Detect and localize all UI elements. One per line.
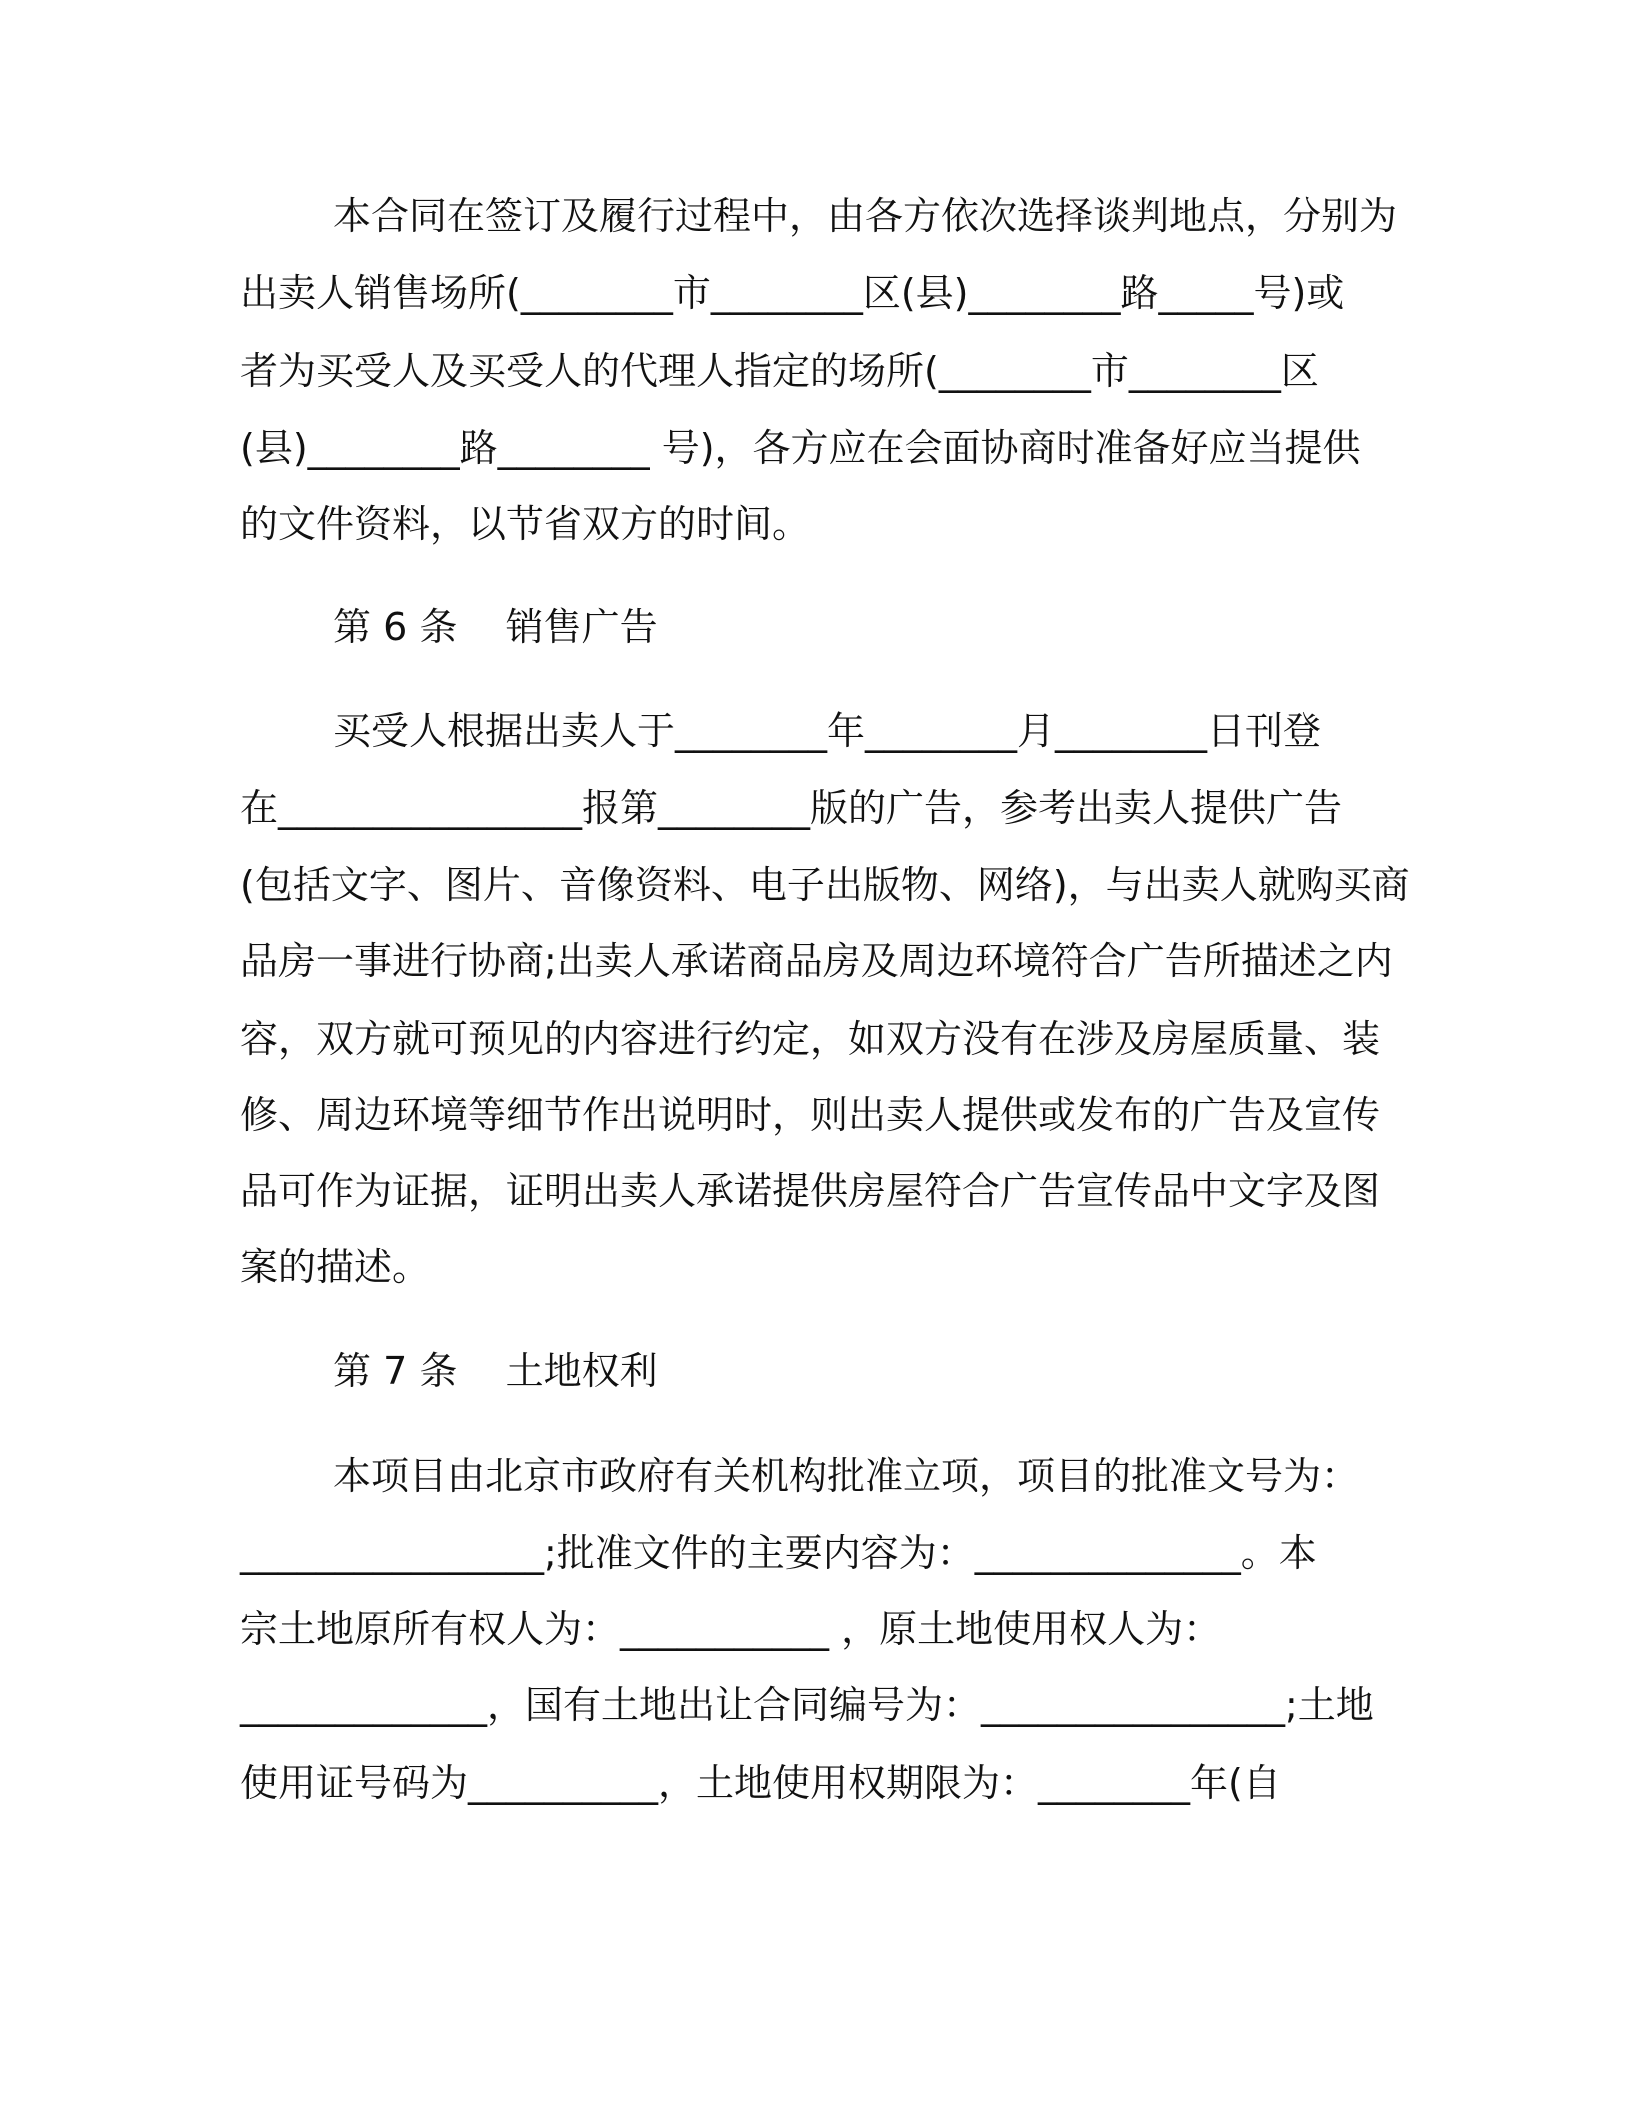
paragraph-line: 本项目由北京市政府有关机构批准立项，项目的批准文号为： [333,1454,1360,1498]
paragraph-line: 容，双方就可预见的内容进行约定，如双方没有在涉及房屋质量、装 [240,1017,1381,1061]
paragraph-line: (县)________路________ 号)，各方应在会面协商时准备好应当提供 [240,426,1361,470]
paragraph-line: 案的描述。 [240,1245,431,1289]
paragraph-line: 出卖人销售场所(________市________区(县)________路_____号)或 [240,271,1345,315]
paragraph-line: 宗土地原所有权人为：___________ ，原土地使用权人为： [240,1607,1222,1651]
paragraph-line: 使用证号码为__________，土地使用权期限为：________年(自 [240,1761,1281,1805]
paragraph-line: ________________;批准文件的主要内容为：______________。本 [240,1531,1317,1575]
paragraph-line: 本合同在签订及履行过程中，由各方依次选择谈判地点，分别为 [333,194,1398,238]
section-heading-7: 第 7 条 土地权利 [333,1349,658,1393]
paragraph-line: 修、周边环境等细节作出说明时，则出卖人提供或发布的广告及宣传 [240,1093,1381,1137]
paragraph-line: 在________________报第________版的广告，参考出卖人提供广告 [240,786,1343,830]
paragraph-line: 买受人根据出卖人于________年________月________日刊登 [333,709,1322,753]
section-heading-6: 第 6 条 销售广告 [333,605,658,649]
paragraph-line: 品房一事进行协商;出卖人承诺商品房及周边环境符合广告所描述之内 [240,939,1393,983]
paragraph-line: 者为买受人及买受人的代理人指定的场所(________市________区 [240,349,1319,393]
paragraph-line: (包括文字、图片、音像资料、电子出版物、网络)，与出卖人就购买商 [240,863,1410,907]
paragraph-line: 品可作为证据，证明出卖人承诺提供房屋符合广告宣传品中文字及图 [240,1169,1381,1213]
paragraph-line: 的文件资料，以节省双方的时间。 [240,502,811,546]
paragraph-line: _____________，国有土地出让合同编号为：________________;土地 [240,1683,1374,1727]
